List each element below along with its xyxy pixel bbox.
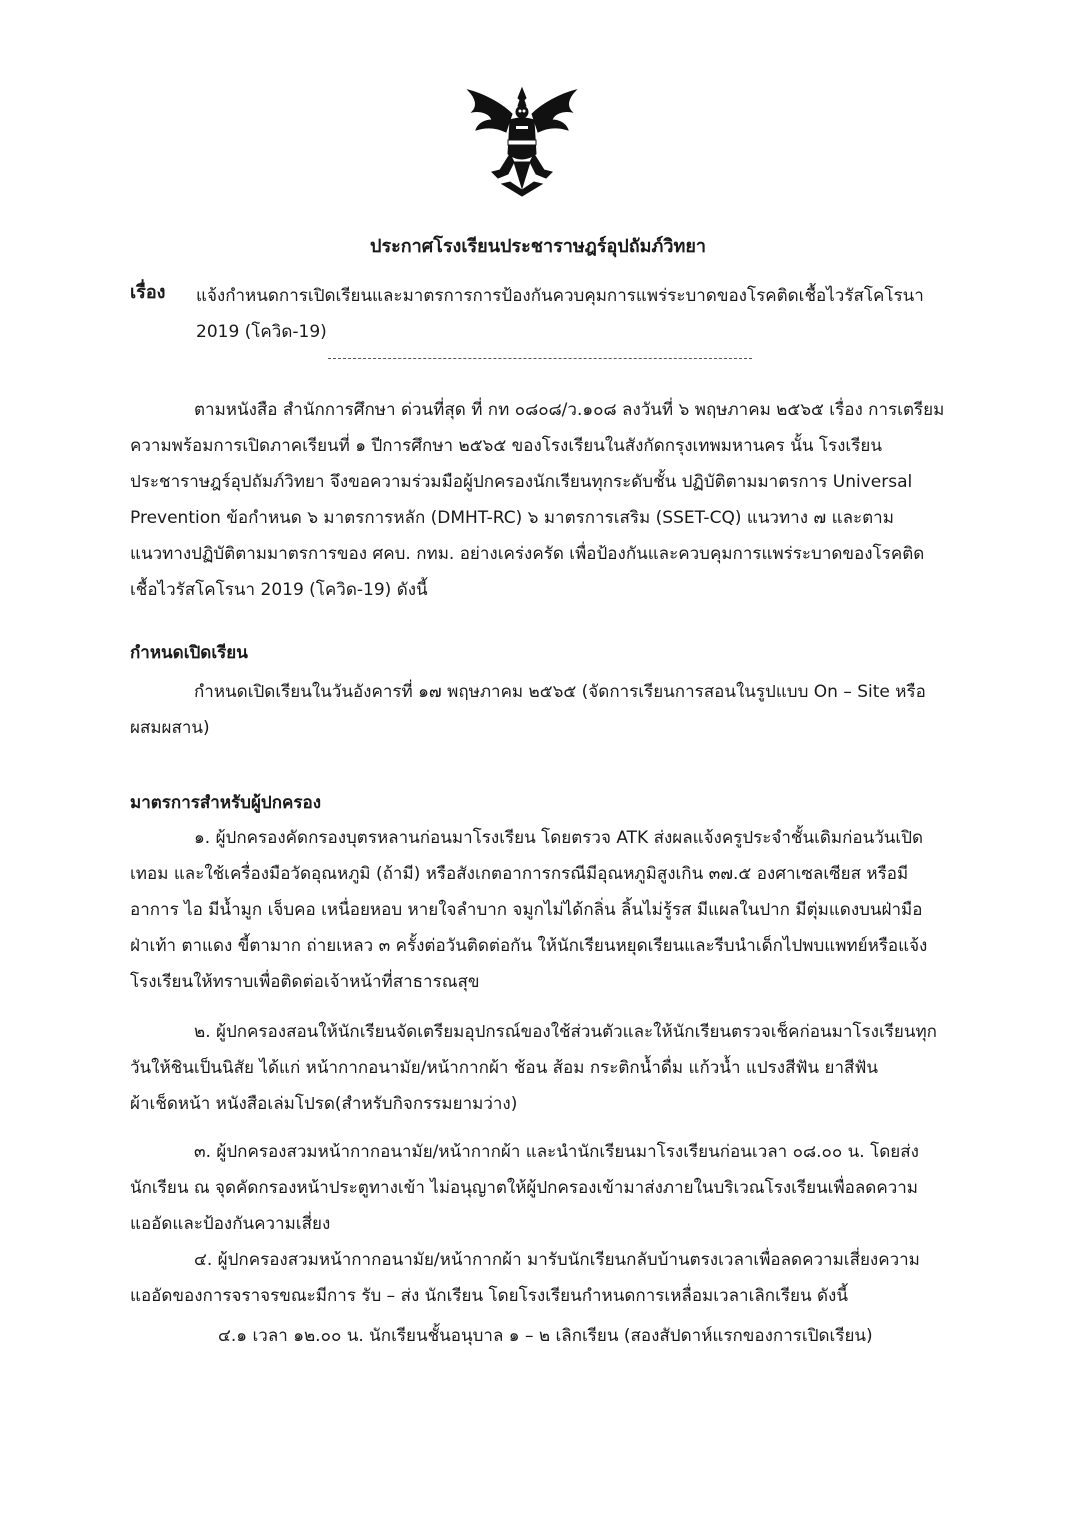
parent-measure-3: ๓. ผู้ปกครองสวมหน้ากากอนามัย/หน้ากากผ้า และนำนักเรียนมาโรงเรียนก่อนเวลา ๐๘.๐๐ น. โดยส่งนักเรียน ณ จุดคัดกรองหน้าประตูทางเข้า ไม่อนุญาตให้ผู้ปกครองเข้ามาส่งภายในบริเวณโรงเรียนเพื่อลดความแออัดและป้องกันความเสี่ยง (130, 1142, 919, 1234)
separator-line (328, 358, 752, 359)
intro-paragraph: ตามหนังสือ สำนักการศึกษา ด่วนที่สุด ที่ กท ๐๘๐๘/ว.๑๐๘ ลงวันที่ ๖ พฤษภาคม ๒๕๖๕ เรื่อง การเตรียมความพร้อมการเปิดภาคเรียนที่ ๑ ปีการศึกษา ๒๕๖๕ ของโรงเรียนในสังกัดกรุงเทพมหานคร นั้น โรงเรียนประชาราษฎร์อุปถัมภ์วิทยา จึงขอความร่วมมือผู้ปกครองนักเรียนทุกระดับชั้น ปฏิบัติตามมาตรการ Universal Prevention ข้อกำหนด ๖ มาตรการหลัก (DMHT-RC) ๖ มาตรการเสริม (SSET-CQ) แนวทาง ๗ และตามแนวทางปฏิบัติตามมาตรการของ ศคบ. กทม. อย่างเคร่งครัด เพื่อป้องกันและควบคุมการแพร่ระบาดของโรคติดเชื้อไวรัสโคโรนา 2019 (โควิด-19) ดังนี้ (130, 400, 945, 600)
announcement-title: ประกาศโรงเรียนประชาราษฎร์อุปถัมภ์วิทยา (370, 236, 706, 257)
opening-paragraph: กำหนดเปิดเรียนในวันอังคารที่ ๑๗ พฤษภาคม ๒๕๖๕ (จัดการเรียนการสอนในรูปแบบ On – Site หรือผสมผสาน) (130, 682, 926, 738)
garuda-emblem-icon (462, 84, 582, 200)
parents-heading: มาตรการสำหรับผู้ปกครอง (130, 793, 322, 813)
parent-measure-2: ๒. ผู้ปกครองสอนให้นักเรียนจัดเตรียมอุปกรณ์ของใช้ส่วนตัวและให้นักเรียนตรวจเช็คก่อนมาโรงเรียนทุกวันให้ชินเป็นนิสัย ได้แก่ หน้ากากอนามัย/หน้ากากผ้า ช้อน ส้อม กระติกน้ำดื่ม แก้วน้ำ แปรงสีฟัน ยาสีฟัน ผ้าเช็ดหน้า หนังสือเล่มโปรด(สำหรับกิจกรรมยามว่าง) (130, 1022, 937, 1114)
subject-text: แจ้งกำหนดการเปิดเรียนและมาตรการการป้องกันควบคุมการแพร่ระบาดของโรคติดเชื้อไวรัสโคโรนา 2019 (โควิด-19) (196, 286, 924, 342)
parent-measure-4: ๔. ผู้ปกครองสวมหน้ากากอนามัย/หน้ากากผ้า มารับนักเรียนกลับบ้านตรงเวลาเพื่อลดความเสี่ยงความแออัดของการจราจรขณะมีการ รับ – ส่ง นักเรียน โดยโรงเรียนกำหนดการเหลื่อมเวลาเลิกเรียน ดังนี้ (130, 1250, 920, 1306)
subject-label: เรื่อง (130, 282, 166, 303)
parent-measure-1: ๑. ผู้ปกครองคัดกรองบุตรหลานก่อนมาโรงเรียน โดยตรวจ ATK ส่งผลแจ้งครูประจำชั้นเดิมก่อนวันเปิดเทอม และใช้เครื่องมือวัดอุณหภูมิ (ถ้ามี) หรือสังเกตอาการกรณีมีอุณหภูมิสูงเกิน ๓๗.๕ องศาเซลเซียส หรือมีอาการ ไอ มีน้ำมูก เจ็บคอ เหนื่อยหอบ หายใจลำบาก จมูกไม่ได้กลิ่น ลิ้นไม่รู้รส มีแผลในปาก มีตุ่มแดงบนฝ่ามือฝ่าเท้า ตาแดง ขี้ตามาก ถ่ายเหลว ๓ ครั้งต่อวันติดต่อกัน ให้นักเรียนหยุดเรียนและรีบนำเด็กไปพบแพทย์หรือแจ้งโรงเรียนให้ทราบเพื่อติดต่อเจ้าหน้าที่สาธารณสุข (130, 828, 928, 992)
parent-measure-4-1: ๔.๑ เวลา ๑๒.๐๐ น. นักเรียนชั้นอนุบาล ๑ – ๒ เลิกเรียน (สองสัปดาห์แรกของการเปิดเรียน) (218, 1326, 873, 1346)
opening-heading: กำหนดเปิดเรียน (130, 643, 248, 663)
